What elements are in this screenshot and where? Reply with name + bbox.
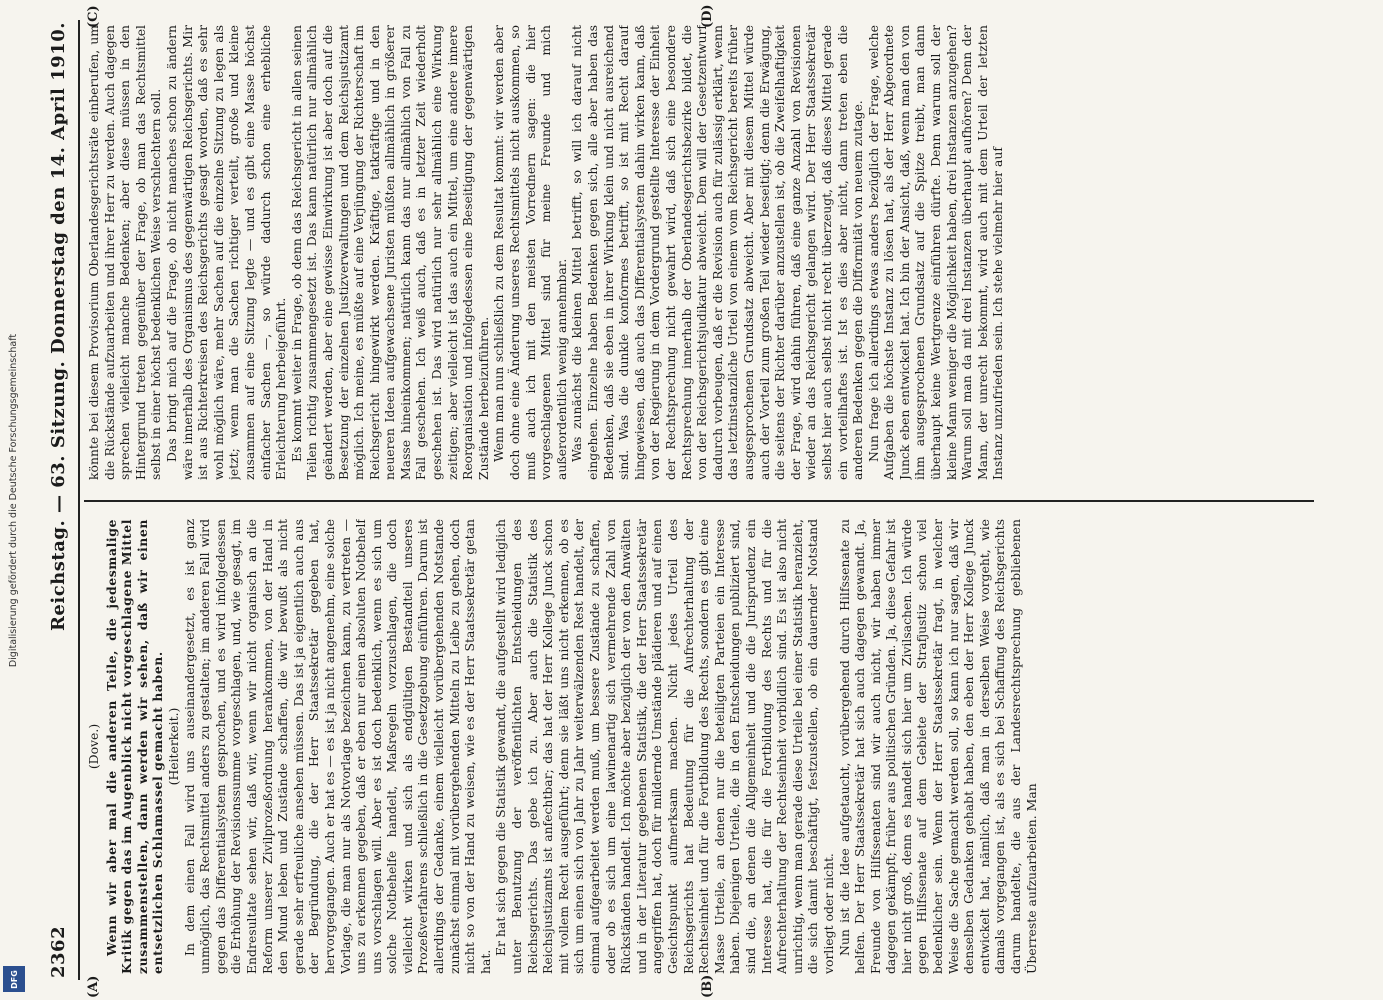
paragraph: In dem einen Fall wird uns auseinandergesetzt, es ist ganz unmöglich, das Rechtsmittel anders zu gestalten; im anderen Fall wird gegen das Differentialsystem gesprochen, und es wird infolgedessen die Erhöhung der Revisionssumme vorgeschlagen, und, wie gesagt, im Endresultate sehen wir, daß wir, wenn wir nicht organisch an die Reform unserer Zivilprozeßordnung herankommen, von der Hand in den Mund leben und Zustände schaffen, die wir bewußt als nicht gerade sehr erfreuliche ansehen müssen. Das ist ja eigentlich auch aus der Begründung, die der Herr Staatssekretär gegeben hat, hervorgegangen. Auch er hat es — es ist ja nicht angenehm, eine solche Vorlage, die man nur als Notvorlage bezeichnen kann, zu vertreten — uns zu erkennen gegeben, daß er eben nur einen absoluten Notbehelf uns vorschlagen will. Aber es ist doch bedenklich, wenn es sich um solche Notbehelfe handelt, Maßregeln vorzuschlagen, die doch vielleicht wirken und sich als endgültigen Bestandteil unseres Prozeßverfahrens schließlich in die Gesetzgebung einführen. Darum ist allerdings der Gedanke, einem vielleicht vorübergehenden Notstande zunächst einmal mit vorübergehenden Mitteln zu Leibe zu gehen, doch nicht so von der Hand zu weisen, wie es der Herr Staatssekretär getan hat. (181, 519, 493, 974)
margin-marker-b: (B) (700, 974, 715, 998)
margin-marker-a: (A) (86, 975, 101, 998)
speaker-name: (Dove.) (86, 723, 101, 770)
header-rule (78, 20, 80, 980)
page-header (40, 0, 76, 1000)
margin-marker-d: (D) (700, 4, 715, 28)
paragraph: Nun ist die Idee aufgetaucht, vorübergehend durch Hilfssenate zu helfen. Der Herr Staatssekretär hat sich auch dagegen gewandt. Ja, Freunde von Hilfssenaten sind wir auch nicht, wir haben immer dagegen gekämpft; früher aus politischen Gründen. Ja, diese Gefahr ist hier nicht groß, denn es handelt sich hier um Zivilsachen. Ich würde gegen Hilfssenate auf dem Gebiete der Strafjustiz schon viel bedenklicher sein. Wenn der Herr Staatssekretär fragt, in welcher Weise die Sache gemacht werden soll, so kann ich nur sagen, daß wir denselben Gedanken gehabt haben, den eben der Herr Kollege Junck entwickelt hat, nämlich, daß man in derselben Weise vorgeht, wie damals vorgegangen ist, als es sich bei Schaffung des Reichsgerichts darum handelte, die aus der Landesrechtsprechung gebliebenen Überreste aufzuarbeiten. Man (836, 519, 1039, 974)
page-number: 2362 (47, 925, 69, 978)
paragraph: Nun frage ich allerdings etwas anders bezüglich der Frage, welche Aufgaben die höchste Instanz zu lösen hat, als der Herr Abgeordnete Junck eben entwickelt hat. Ich bin der Ansicht, daß, wenn man den von ihm ausgesprochenen Grundsatz auf die Spitze treibt, man dann überhaupt keine Wertgrenze einführen dürfte. Denn warum soll der kleine Mann weniger die Möglichkeit haben, drei Instanzen anzugehen? Warum soll man da mit drei Instanzen überhaupt aufhören? Denn der Mann, der unrecht bekommt, wird auch mit dem Urteil der letzten Instanz unzufrieden sein. Ich stehe vielmehr hier auf (865, 25, 1006, 480)
credit-text: Digitalisierung gefördert durch die Deutsche Forschungsgemeinschaft (8, 333, 20, 667)
right-column (86, 25, 1316, 480)
paragraph: Das bringt mich auf die Frage, ob nicht manches schon zu ändern wäre innerhalb des Organismus des gegenwärtigen Reichsgerichts. Mir ist aus Richterkreisen des Reichsgerichts gesagt worden, daß es sehr wohl möglich wäre, mehr Sachen auf die einzelne Sitzung zu legen als jetzt; wenn man die Sachen richtiger verteilt, große und kleine zusammen auf eine Sitzung legte — und es gibt eine Masse höchst einfacher Sachen —, so würde dadurch schon eine erhebliche Erleichterung herbeigeführt. (163, 25, 289, 480)
left-column (86, 519, 1316, 974)
dfg-logo: DFG (3, 966, 25, 992)
margin-marker-c: (C) (86, 5, 101, 28)
digitization-credit (4, 0, 24, 1000)
page-title: Reichstag. — 63. Sitzung. Donnerstag den 14. April 1910. (47, 22, 69, 632)
paragraph: Er hat sich gegen die Statistik gewandt, die aufgestellt wird lediglich unter Benutzung der veröffentlichten Entscheidungen des Reichsgerichts. Das gebe ich zu. Aber auch die Statistik des Reichsjustizamts ist anfechtbar; das hat der Herr Kollege Junck schon mit vollem Recht ausgeführt; denn sie läßt uns nicht erkennen, ob es sich um einen sich von Jahr zu Jahr weiterwälzenden Rest handelt, der einmal aufgearbeitet werden muß, um bessere Zustände zu schaffen, oder ob es sich um eine lawinenartig sich vermehrende Zahl von Rückständen handelt. Ich möchte aber bezüglich der von den Anwälten und in der Literatur gegebenen Statistik, die der Herr Staatssekretär angegriffen hat, doch für mildernde Umstände plädieren und auf einen Gesichtspunkt aufmerksam machen. Nicht jedes Urteil des Reichsgerichts hat Bedeutung für die Aufrechterhaltung der Rechtseinheit und für die Fortbildung des Rechts, sondern es gibt eine Masse Urteile, an denen nur die beteiligten Parteien ein Interesse haben. Diejenigen Urteile, die in den Entscheidungen publiziert sind, sind die, an denen die Allgemeinheit und die die Jurisprudenz ein Interesse hat, die für die Fortbildung des Rechts und für die Aufrechterhaltung der Rechtseinheit vorbildlich sind. Es ist also nicht unrichtig, wenn man gerade diese Urteile bei einer Statistik heranzieht, die sich damit beschäftigt, festzustellen, ob ein dauernder Notstand vorliegt oder nicht. (493, 519, 836, 974)
paragraph: Wenn wir aber mal die anderen Teile, die jedesmalige Kritik gegen das im Augenblick nicht vorgeschlagene Mittel zusammenstellen, dann werden wir sehen, daß wir einen entsetzlichen Schlamassel gemacht haben. (103, 519, 166, 974)
paragraph: könnte bei diesem Provisorium Oberlandesgerichtsräte einberufen, um die Rückstände aufzuarbeiten und ihrer Herr zu werden. Auch dagegen sprechen vielleicht manche Bedenken; aber diese müssen in den Hintergrund treten gegenüber der Frage, ob man das Rechtsmittel selbst in einer höchst bedenklichen Weise verschlechtern soll. (86, 25, 164, 480)
column-divider (84, 500, 1314, 502)
paragraph: Es kommt weiter in Frage, ob denn das Reichsgericht in allen seinen Teilen richtig zusammengesetzt ist. Das kann natürlich nur allmählich geändert werden, aber eine gewisse Einwirkung ist aber doch auf die Besetzung der einzelnen Justizverwaltungen und dem Reichsjustizamt möglich. Ich meine, es müßte auf eine Verjüngung der Richterschaft im Reichsgericht hingewirkt werden. Kräftige, tatkräftige und in den neueren Ideen aufgewachsene Juristen müßten allmählich in größerer Masse hineinkommen; natürlich kann das nur allmählich von Fall zu Fall geschehen. Ich weiß auch, daß es in letzter Zeit wiederholt geschehen ist. Das wird natürlich nur sehr allmählich eine Wirkung zeitigen; aber vielleicht ist das auch ein Mittel, um eine andere innere Reorganisation und infolgedessen eine Beseitigung der gegenwärtigen Zustände herbeizuführen. (288, 25, 491, 480)
paragraph: Was zunächst die kleinen Mittel betrifft, so will ich darauf nicht eingehen. Einzelne haben Bedenken gegen sich, alle aber haben das Bedenken, daß sie eben in ihrer Wirkung klein und nicht ausreichend sind. Was die dunkle konformes betrifft, so ist mit Recht darauf hingewiesen, daß auch das Differentialsystem dahin wirken kann, daß von der Regierung in dem Vordergrund gestellte Interesse der Einheit der Rechtsprechung nicht gewahrt wird, daß sich eine besondere Rechtsprechung innerhalb der Oberlandesgerichtsbezirke bildet, die von der Reichsgerichtsjudikatur abweicht. Dem will der Gesetzentwurf dadurch vorbeugen, daß er die Revision auch für zulässig erklärt, wenn das letztinstanzliche Urteil von einem vom Reichsgericht bereits früher ausgesprochenen Grundsatz abweicht. Aber mit diesem Mittel würde auch der Vorteil zum großen Teil wieder beseitigt; denn die Erwägung, die seitens der Richter darüber anzustellen ist, ob die Zweifelhaftigkeit der Frage, wird dahin führen, daß eine ganze Anzahl von Revisionen wieder an das Reichsgericht gelangen wird. Der Herr Staatssekretär selbst hier auch selbst nicht recht überzeugt, daß dieses Mittel gerade ein vorteilhaftes ist. Ist es dies aber nicht, dann treten eben die anderen Bedenken gegen die Difformität von neuem zutage. (569, 25, 866, 480)
paragraph: Wenn man nun schließlich zu dem Resultat kommt: wir werden aber doch ohne eine Änderung unseres Rechtsmittels nicht auskommen, so muß auch ich mit den meisten Vorrednern sagen: die hier vorgeschlagenen Mittel sind für meine Freunde und mich außerordentlich wenig annehmbar. (491, 25, 569, 480)
interjection: (Heiterkeit.) (165, 707, 181, 786)
scanned-page (40, 0, 1340, 1000)
